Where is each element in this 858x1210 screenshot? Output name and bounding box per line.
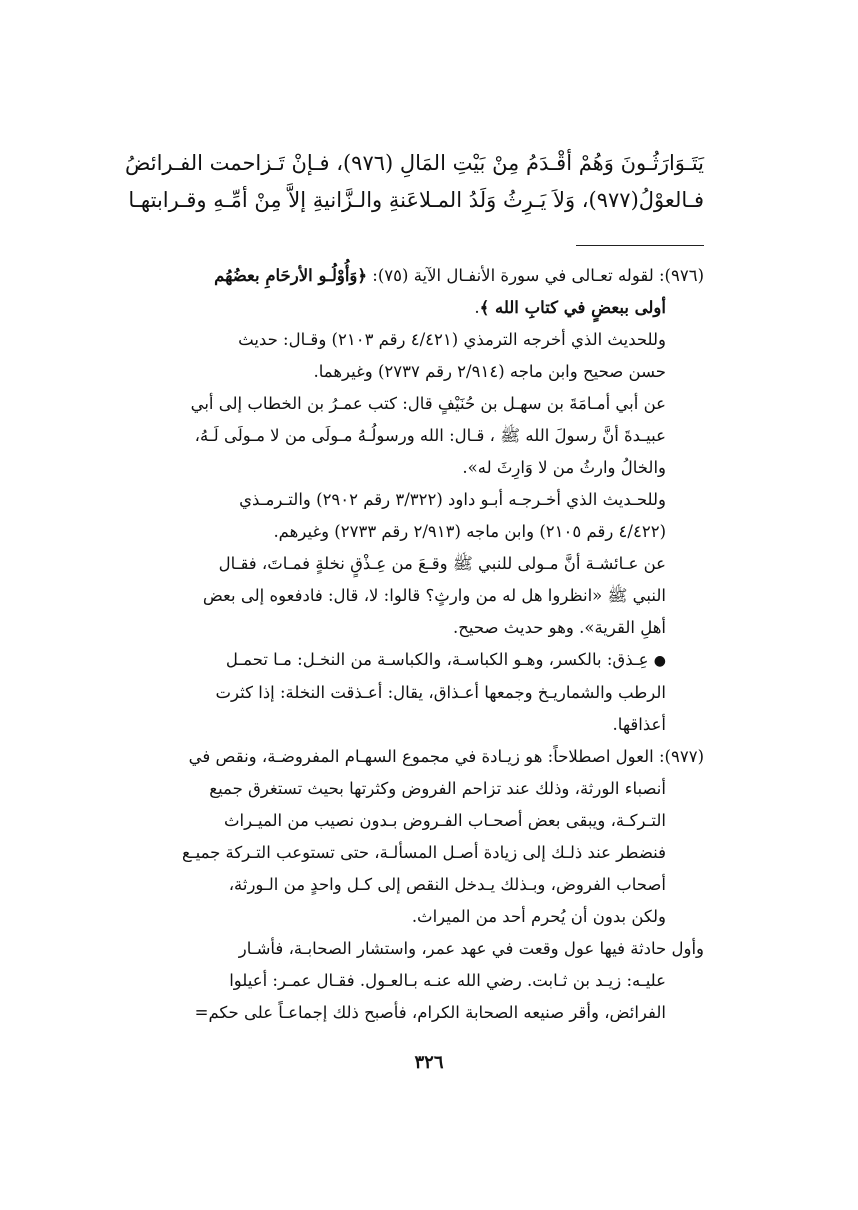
page-body bbox=[125, 145, 704, 1029]
page-number: ٣٢٦ bbox=[414, 1052, 444, 1073]
footnote-976-line-8: وللحـديث الذي أخـرجـه أبـو داود (٣/٣٢٢ رقم ٢٩٠٢) والتـرمـذي bbox=[239, 490, 666, 509]
footnote-977-line-7: وأول حادثة فيها عول وقعت في عهد عمر، واستشار الصحابـة، فأشـار bbox=[238, 939, 704, 958]
footnote-976-line-2 bbox=[160, 292, 704, 324]
footnote-976-line-1 bbox=[160, 260, 704, 292]
quran-quote: ﴿وَأُوْلُـو الأرحَامِ بعضُهُم bbox=[214, 266, 368, 285]
footnote-976-line-13 bbox=[160, 644, 704, 677]
footnote-977-line-2: أنصباء الورثة، وذلك عند تزاحم الفروض وكثرتها بحيث تستغرق جميع bbox=[209, 779, 666, 798]
footnote-976-line-9: (٤/٤٢٢ رقم ٢١٠٥) وابن ماجه (٢/٩١٣ رقم ٢٧٣٣) وغيرهم. bbox=[273, 522, 666, 541]
bullet-icon: ● bbox=[653, 653, 666, 669]
footnote-976-line-11: النبي ﷺ «انظروا هل له من وارثٍ؟ قالوا: لا، قال: فادفعوه إلى بعض bbox=[202, 586, 666, 605]
footnote-976-line-12: أهلِ القرية». وهو حديث صحيح. bbox=[453, 618, 666, 637]
footnote-977-line-4: فنضطر عند ذلـك إلى زيادة أصـل المسألـة، حتى تستوعب التـركة جميـع bbox=[181, 843, 666, 862]
main-line-1: يَتَـوَارَثُـونَ وَهُمْ أقْـدَمُ مِنْ بَيْتِ المَالِ (٩٧٦)، فـإنْ تَـزاحمت الفـرائضُ bbox=[125, 151, 704, 175]
footnote-977-line-6: ولكن بدون أن يُحرم أحد من الميراث. bbox=[411, 907, 666, 926]
footnote-976-line-3: وللحديث الذي أخرجه الترمذي (٤/٤٢١ رقم ٢١٠٣) وقـال: حديث bbox=[238, 330, 666, 349]
footnote-977 bbox=[160, 741, 704, 1029]
footnote-976-line-5: عن أبي أمـامَةَ بن سهـل بن حُنَيْفٍ قال: كتب عمـرُ بن الخطاب إلى أبي bbox=[190, 394, 666, 413]
footnote-976-line-15: أعذاقها. bbox=[612, 715, 666, 734]
footnote-976-line-6: عبيـدةَ أنَّ رسولَ الله ﷺ ، قـال: الله ورسولُـهُ مـولَى من لا مـولَى لَـهُ، bbox=[194, 426, 666, 445]
footnote-text: عِـذق: بالكسر، وهـو الكباسـة، والكباسـة من النخـل: مـا تحمـل bbox=[225, 650, 649, 669]
footnote-977-line-9: الفرائض، وأقر صنيعه الصحابة الكرام، فأصبح ذلك إجماعـاً على حكم= bbox=[194, 1003, 666, 1022]
footnote-number: (٩٧٧) bbox=[664, 747, 704, 766]
main-line-2: فـالعوْلُ(٩٧٧)، وَلاَ يَـرِثُ وَلَدُ المـلاعَنةِ والـزَّانيةِ إلاَّ مِنْ أمِّـهِ وقـرابتهـا bbox=[128, 188, 704, 212]
footnote-number: (٩٧٦) bbox=[664, 266, 704, 285]
footnote-text: : لقوله تعـالى في سورة الأنفـال الآية (٧٥): bbox=[367, 266, 665, 285]
footnote-977-line-5: أصحاب الفروض، وبـذلك يـدخل النقص إلى كـل واحدٍ من الـورثة، bbox=[228, 875, 666, 894]
footnote-977-line-3: التـركـة، ويبقى بعض أصحـاب الفـروض بـدون نصيب من الميـراث bbox=[223, 811, 666, 830]
quran-quote: أولى ببعضٍ في كتابِ الله ﴾ bbox=[479, 298, 666, 317]
footnote-separator bbox=[576, 245, 704, 246]
footnote-text: : العول اصطلاحاً: هو زيـادة في مجموع السهـام المفروضـة، ونقص في bbox=[188, 747, 665, 766]
footnote-text: . bbox=[474, 298, 480, 317]
footnote-976-line-14: الرطب والشماريـخ وجمعها أعـذاق، يقال: أعـذقت النخلة: إذا كثرت bbox=[215, 683, 666, 702]
footnote-976 bbox=[160, 260, 704, 741]
footnotes bbox=[160, 260, 704, 1029]
footnote-976-line-7: والخالُ وارثُ من لا وَارِثَ له». bbox=[462, 458, 666, 477]
footnote-977-line-8: عليـه: زيـد بن ثـابت. رضي الله عنـه بـالعـول. فقـال عمـر: أعيلوا bbox=[229, 971, 666, 990]
main-text bbox=[125, 145, 704, 219]
footnote-977-line-1 bbox=[160, 741, 704, 773]
footnote-976-line-10: عن عـائشـة أنَّ مـولى للنبي ﷺ وقـعَ من عِـذْقٍ نخلةٍ فمـاتَ، فقـال bbox=[218, 554, 666, 573]
footnote-976-line-4: حسن صحيح وابن ماجه (٢/٩١٤ رقم ٢٧٣٧) وغيرهما. bbox=[313, 362, 666, 381]
